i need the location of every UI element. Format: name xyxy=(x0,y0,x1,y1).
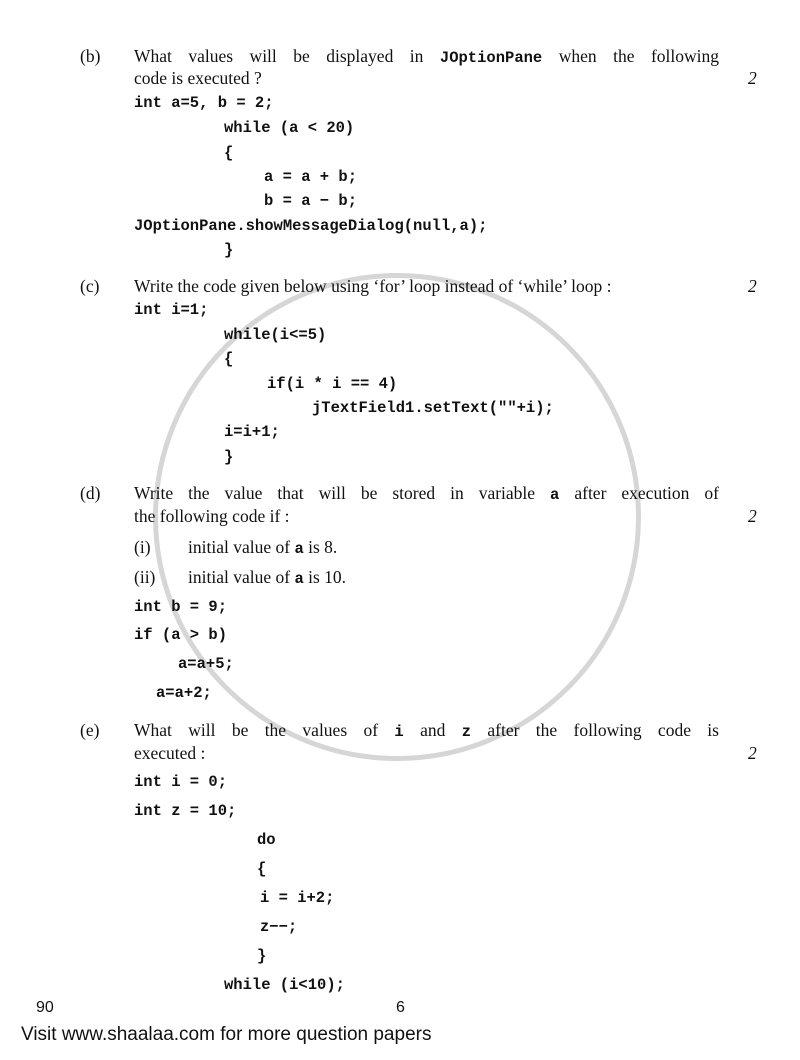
code-line: } xyxy=(257,947,267,965)
code-line: JOptionPane.showMessageDialog(null,a); xyxy=(134,217,488,235)
code-line: a=a+2; xyxy=(156,684,212,702)
sub-text: initial value of a is 10. xyxy=(188,567,347,588)
marks: 2 xyxy=(748,68,757,88)
code-line: i = i+2; xyxy=(260,889,335,907)
code-line: while(i<=5) xyxy=(224,326,327,344)
question-text: What will be the values of i and z after the following code is xyxy=(134,720,719,741)
marks: 2 xyxy=(748,276,757,296)
marks: 2 xyxy=(748,506,757,526)
marks: 2 xyxy=(748,743,757,763)
paper-code: 90 xyxy=(36,999,54,1016)
question-text: code is executed ? xyxy=(134,68,262,88)
footer-link[interactable]: Visit www.shaalaa.com for more question papers xyxy=(21,1024,432,1045)
question-label: (b) xyxy=(80,46,101,66)
question-label: (d) xyxy=(80,483,101,503)
code-line: { xyxy=(224,144,234,162)
question-text: executed : xyxy=(134,743,206,763)
question-text: Write the value that will be stored in variable a after execution of xyxy=(134,483,719,504)
question-text: the following code if : xyxy=(134,506,290,526)
code-line: int i = 0; xyxy=(134,773,228,791)
code-line: int i=1; xyxy=(134,301,209,319)
code-line: i=i+1; xyxy=(224,423,280,441)
code-line: int a=5, b = 2; xyxy=(134,94,274,112)
code-line: int b = 9; xyxy=(134,598,228,616)
question-text: What values will be displayed in JOptionPane when the following xyxy=(134,46,720,67)
code-line: b = a − b; xyxy=(264,192,358,210)
code-line: int z = 10; xyxy=(134,802,237,820)
code-line: while (i<10); xyxy=(224,976,345,994)
code-line: a=a+5; xyxy=(178,655,234,673)
sub-label: (ii) xyxy=(134,567,156,587)
code-line: a = a + b; xyxy=(264,168,358,186)
question-text: Write the code given below using ‘for’ loop instead of ‘while’ loop : xyxy=(134,276,612,296)
code-line: } xyxy=(224,448,234,466)
question-label: (e) xyxy=(80,720,100,740)
code-line: do xyxy=(257,831,276,849)
page-number: 6 xyxy=(396,999,405,1016)
question-label: (c) xyxy=(80,276,100,296)
code-line: } xyxy=(224,241,234,259)
code-line: if(i * i == 4) xyxy=(267,375,398,393)
sub-text: initial value of a is 8. xyxy=(188,537,338,558)
code-line: z−−; xyxy=(260,918,298,936)
code-line: { xyxy=(257,860,267,878)
code-line: while (a < 20) xyxy=(224,119,355,137)
sub-label: (i) xyxy=(134,537,151,557)
code-line: if (a > b) xyxy=(134,626,228,644)
code-line: jTextField1.setText(""+i); xyxy=(312,399,554,417)
code-line: { xyxy=(224,350,234,368)
